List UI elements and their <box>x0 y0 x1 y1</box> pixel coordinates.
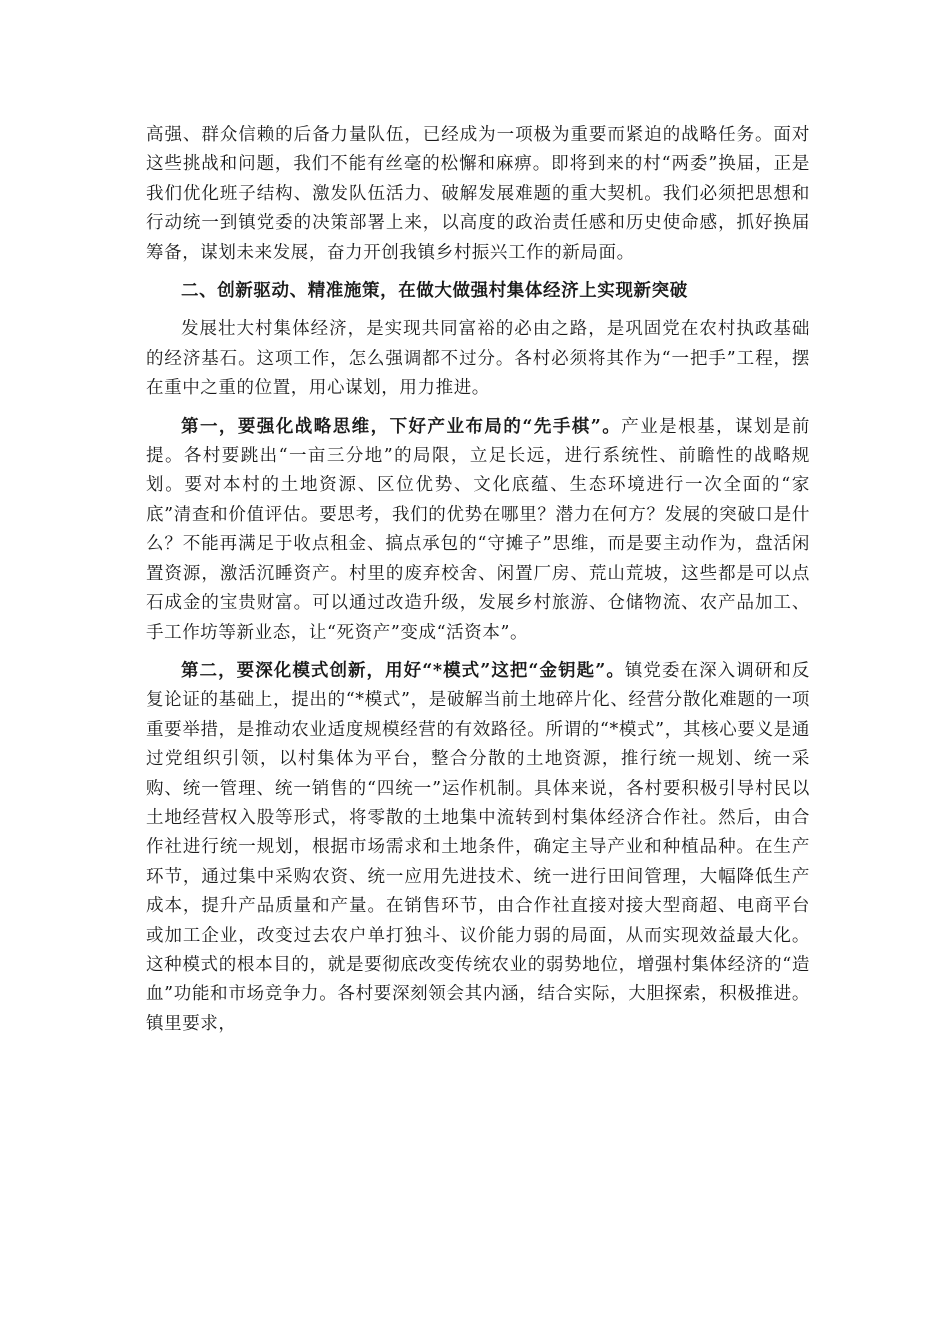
paragraph-intro: 高强、群众信赖的后备力量队伍，已经成为一项极为重要而紧迫的战略任务。面对这些挑战和问题，我们不能有丝毫的松懈和麻痹。即将到来的村“两委”换届，正是我们优化班子结构、激发队伍活力、破解发展难题的重大契机。我们必须把思想和行动统一到镇党委的决策部署上来，以高度的政治责任感和历史使命感，抓好换届筹备，谋划未来发展，奋力开创我镇乡村振兴工作的新局面。 <box>146 125 810 263</box>
section-heading-2: 二、创新驱动、精准施策，在做大做强村集体经济上实现新突破 <box>181 281 688 302</box>
second-point-lead: 第二，要深化模式创新，用好“*模式”这把“金钥匙”。 <box>181 660 625 681</box>
paragraph-first-point <box>146 413 810 648</box>
second-point-body: 镇党委在深入调研和反复论证的基础上，提出的“*模式”，是破解当前土地碎片化、经营分散化难题的一项重要举措，是推动农业适度规模经营的有效路径。所谓的“*模式”，其核心要义是通过党组织引领，以村集体为平台，整合分散的土地资源，推行统一规划、统一采购、统一管理、统一销售的“四统一”运作机制。具体来说，各村要积极引导村民以土地经营权入股等形式，将零散的土地集中流转到村集体经济合作社。然后，由合作社进行统一规划，根据市场需求和土地条件，确定主导产业和种植品种。在生产环节，通过集中采购农资、统一应用先进技术、统一进行田间管理，大幅降低生产成本，提升产品质量和产量。在销售环节，由合作社直接对接大型商超、电商平台或加工企业，改变过去农户单打独斗、议价能力弱的局面，从而实现效益最大化。这种模式的根本目的，就是要彻底改变传统农业的弱势地位，增强村集体经济的“造血”功能和市场竞争力。各村要深刻领会其内涵，结合实际，大胆探索，积极推进。镇里要求， <box>146 660 811 1034</box>
first-point-lead: 第一，要强化战略思维，下好产业布局的“先手棋”。 <box>181 416 622 437</box>
paragraph-collective-economy: 发展壮大村集体经济，是实现共同富裕的必由之路，是巩固党在农村执政基础的经济基石。这项工作，怎么强调都不过分。各村必须将其作为“一把手”工程，摆在重中之重的位置，用心谋划，用力推进。 <box>146 319 810 399</box>
first-point-body: 产业是根基，谋划是前提。各村要跳出“一亩三分地”的局限，立足长远，进行系统性、前瞻性的战略规划。要对本村的土地资源、区位优势、文化底蕴、生态环境进行一次全面的“家底”清查和价值评估。要思考，我们的优势在哪里？潜力在何方？发展的突破口是什么？不能再满足于收点租金、搞点承包的“守摊子”思维，而是要主动作为，盘活闲置资源，激活沉睡资产。村里的废弃校舍、闲置厂房、荒山荒坡，这些都是可以点石成金的宝贵财富。可以通过改造升级，发展乡村旅游、仓储物流、农产品加工、手工作坊等新业态，让“死资产”变成“活资本”。 <box>146 416 811 643</box>
paragraph-second-point <box>146 657 810 1039</box>
document-page <box>146 121 810 1048</box>
